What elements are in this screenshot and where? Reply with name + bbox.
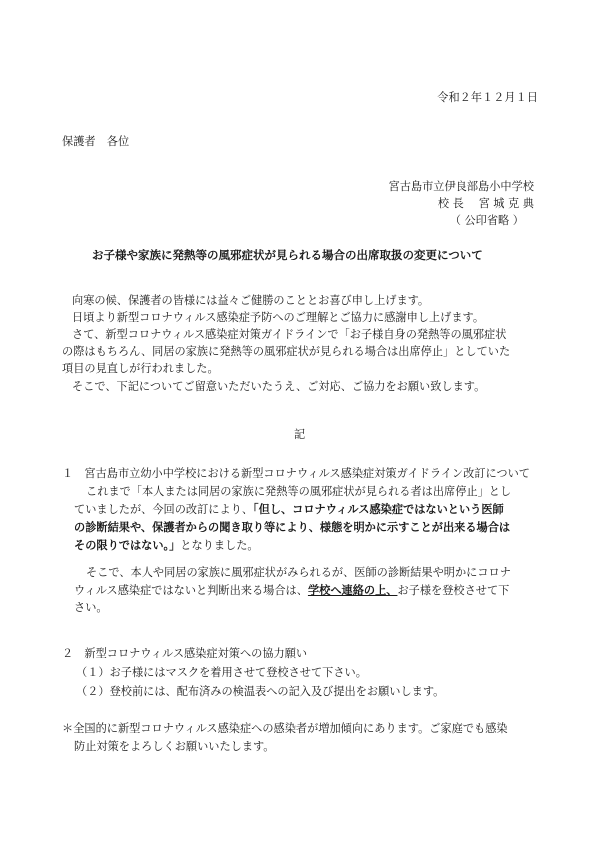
section2-item-2: （２）登校前には、配布済みの検温表への記入及び提出をお願いします。 xyxy=(76,685,445,698)
section1-line-4-bold: その限りではない。」 xyxy=(74,539,181,552)
ki-heading: 記 xyxy=(294,428,306,441)
intro-line-3: さて、新型コロナウィルス感染症対策ガイドラインで「お子様自身の発熱等の風邪症状 xyxy=(72,328,507,341)
section1-line-7: さい。 xyxy=(74,601,108,614)
intro-line-2: 日頃より新型コロナウィルス感染症予防へのご理解とご協力に感謝申し上げます。 xyxy=(72,311,485,324)
document-date: 令和２年１２月１日 xyxy=(437,91,538,104)
section1-line-2-bold: 「但し、コロナウィルス感染症ではないという医師 xyxy=(253,503,504,516)
section1-line-6-underlined: 学校へ連絡の上、 xyxy=(307,584,398,597)
section2-item-1: （１）お子様にはマスクを着用させて登校させて下さい。 xyxy=(76,666,367,679)
section1-line-6 xyxy=(74,584,509,598)
section1-line-4 xyxy=(74,539,259,553)
document-title: お子様や家族に発熱等の風邪症状が見られる場合の出席取扱の変更について xyxy=(92,248,483,262)
intro-line-5: 項目の見直しが行われました。 xyxy=(62,362,219,375)
section1-line-6-plain: ウィルス感染症ではないと判断出来る場合は、 xyxy=(74,584,308,597)
section1-line-5: そこで、本人や同居の家族に風邪症状がみられるが、医師の診断結果や明かにコロナ xyxy=(86,566,511,579)
seal-omitted-note: （ 公印省略 ） xyxy=(449,214,524,227)
section1-line-1: これまで「本人または同居の家族に発熱等の風邪症状が見られる者は出席停止」とし xyxy=(86,485,512,498)
section1-line-4-plain: となりました。 xyxy=(180,539,259,552)
intro-line-4: の際はもちろん、同居の家族に発熱等の風邪症状が見られる場合は出席停止」としていた xyxy=(62,345,511,358)
note-line-1: ＊全国的に新型コロナウィルス感染症への感染者が増加傾向にあります。ご家庭でも感染 xyxy=(62,722,508,735)
school-name: 宮古島市立伊良部島小中学校 xyxy=(388,180,534,193)
section1-line-3: の診断結果や、保護者からの聞き取り等により、様態を明かに示すことが出来る場合は xyxy=(74,521,511,534)
note-line-2: 防止対策をよろしくお願いいたします。 xyxy=(74,740,275,753)
intro-line-1: 向寒の候、保護者の皆様には益々ご健勝のこととお喜び申し上げます。 xyxy=(72,294,430,307)
section1-line-6-tail: お子様を登校させて下 xyxy=(397,584,510,597)
section2-heading: ２ 新型コロナウィルス感染症対策への協力願い xyxy=(62,647,308,660)
section1-heading: １ 宮古島市立幼小中学校における新型コロナウィルス感染症対策ガイドライン改訂について xyxy=(62,467,530,480)
principal-name: 校 長 宮 城 克 典 xyxy=(437,197,534,210)
section1-line-2 xyxy=(74,503,504,517)
intro-line-6: そこで、下記についてご留意いただいたうえ、ご対応、ご協力をお願い致します。 xyxy=(72,380,486,393)
recipient: 保護者 各位 xyxy=(62,135,130,148)
section1-line-2-plain: ていましたが、今回の改訂により、 xyxy=(74,503,254,516)
